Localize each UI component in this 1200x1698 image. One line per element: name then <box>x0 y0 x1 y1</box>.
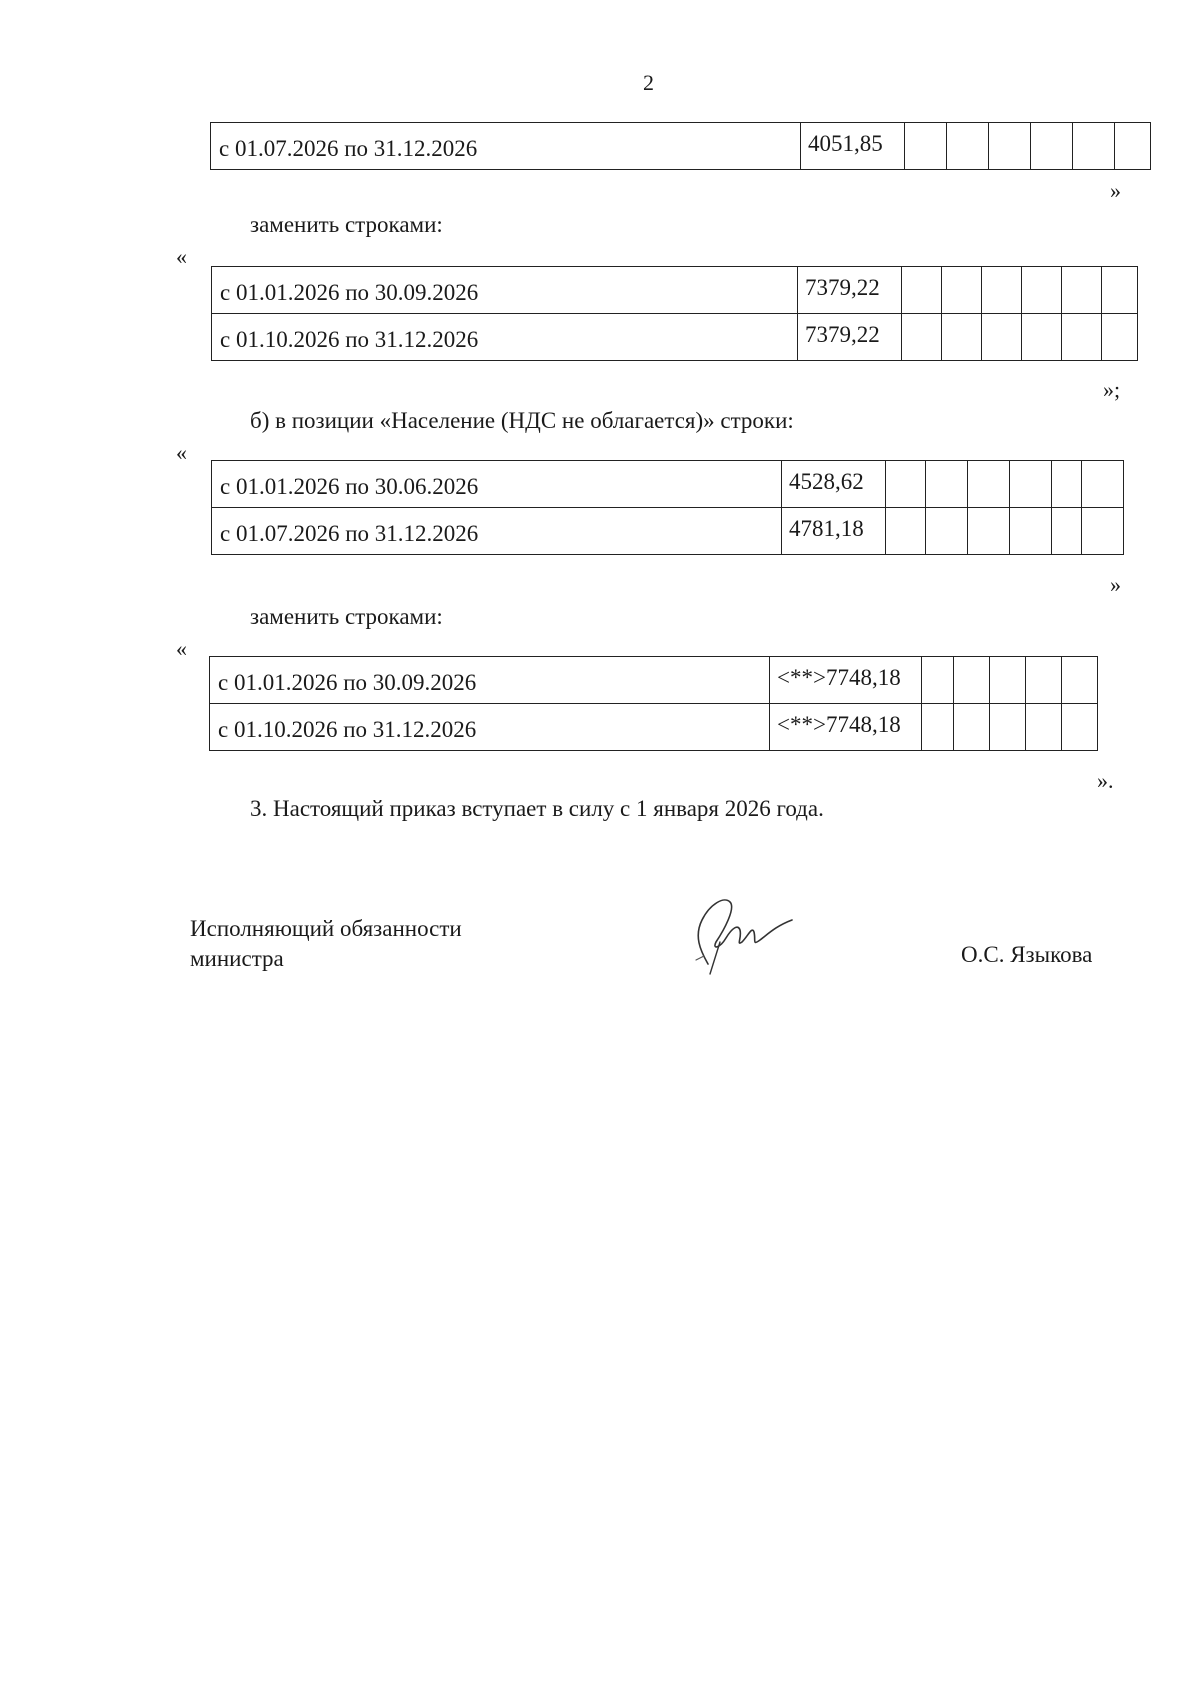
empty-cell <box>982 314 1022 361</box>
empty-cell <box>1026 657 1062 704</box>
table-row <box>212 461 1124 508</box>
empty-cell <box>968 508 1010 555</box>
closing-quote: » <box>1110 572 1121 597</box>
period-cell: с 01.10.2026 по 31.12.2026 <box>210 704 770 751</box>
period-cell: с 01.07.2026 по 31.12.2026 <box>212 508 782 555</box>
empty-cell <box>1115 123 1151 170</box>
item-b-text: б) в позиции «Население (НДС не облагается)» строки: <box>250 408 794 433</box>
empty-cell <box>1026 704 1062 751</box>
period-cell: с 01.07.2026 по 31.12.2026 <box>211 123 801 170</box>
tariff-table-old-2 <box>211 460 1124 555</box>
tariff-table-new-2 <box>209 656 1098 751</box>
empty-cell <box>1010 461 1052 508</box>
empty-cell <box>1082 461 1124 508</box>
opening-quote: « <box>176 440 187 465</box>
empty-cell <box>954 704 990 751</box>
empty-cell <box>942 267 982 314</box>
empty-cell <box>922 657 954 704</box>
value-cell: 4528,62 <box>782 461 886 508</box>
value-cell: <**>7748,18 <box>770 704 922 751</box>
value-cell: 4781,18 <box>782 508 886 555</box>
replace-text: заменить строками: <box>250 604 443 629</box>
empty-cell <box>886 461 926 508</box>
empty-cell <box>1082 508 1124 555</box>
period-cell: с 01.10.2026 по 31.12.2026 <box>212 314 798 361</box>
empty-cell <box>926 461 968 508</box>
empty-cell <box>1062 267 1102 314</box>
tariff-table-old-1 <box>210 122 1151 170</box>
period-cell: с 01.01.2026 по 30.06.2026 <box>212 461 782 508</box>
empty-cell <box>902 314 942 361</box>
closing-quote: » <box>1110 178 1121 203</box>
handwritten-signature <box>680 890 810 980</box>
empty-cell <box>982 267 1022 314</box>
opening-quote: « <box>176 244 187 269</box>
value-cell: 7379,22 <box>798 267 902 314</box>
empty-cell <box>942 314 982 361</box>
empty-cell <box>926 508 968 555</box>
table-row <box>212 314 1138 361</box>
item-3-text: 3. Настоящий приказ вступает в силу с 1 января 2026 года. <box>250 796 824 821</box>
empty-cell <box>968 461 1010 508</box>
period-cell: с 01.01.2026 по 30.09.2026 <box>210 657 770 704</box>
empty-cell <box>1010 508 1052 555</box>
value-cell: 4051,85 <box>801 123 905 170</box>
table-row <box>212 267 1138 314</box>
empty-cell <box>905 123 947 170</box>
empty-cell <box>1073 123 1115 170</box>
empty-cell <box>947 123 989 170</box>
empty-cell <box>922 704 954 751</box>
empty-cell <box>989 123 1031 170</box>
signatory-title <box>190 914 462 974</box>
signatory-name: О.С. Языкова <box>961 942 1093 967</box>
empty-cell <box>1031 123 1073 170</box>
closing-quote: »; <box>1103 377 1121 402</box>
empty-cell <box>1052 461 1082 508</box>
empty-cell <box>1022 267 1062 314</box>
empty-cell <box>1062 704 1098 751</box>
empty-cell <box>1052 508 1082 555</box>
empty-cell <box>1062 657 1098 704</box>
signatory-title-line: Исполняющий обязанности <box>190 916 462 941</box>
empty-cell <box>1102 314 1138 361</box>
empty-cell <box>1062 314 1102 361</box>
table-row <box>210 704 1098 751</box>
page-number: 2 <box>643 70 654 95</box>
empty-cell <box>1022 314 1062 361</box>
signatory-title-line: министра <box>190 946 284 971</box>
empty-cell <box>886 508 926 555</box>
replace-text: заменить строками: <box>250 212 443 237</box>
table-row <box>210 657 1098 704</box>
opening-quote: « <box>176 636 187 661</box>
empty-cell <box>1102 267 1138 314</box>
value-cell: 7379,22 <box>798 314 902 361</box>
value-cell: <**>7748,18 <box>770 657 922 704</box>
table-row <box>211 123 1151 170</box>
empty-cell <box>990 657 1026 704</box>
table-row <box>212 508 1124 555</box>
tariff-table-new-1 <box>211 266 1138 361</box>
empty-cell <box>954 657 990 704</box>
empty-cell <box>902 267 942 314</box>
period-cell: с 01.01.2026 по 30.09.2026 <box>212 267 798 314</box>
empty-cell <box>990 704 1026 751</box>
closing-quote: ». <box>1097 768 1114 793</box>
